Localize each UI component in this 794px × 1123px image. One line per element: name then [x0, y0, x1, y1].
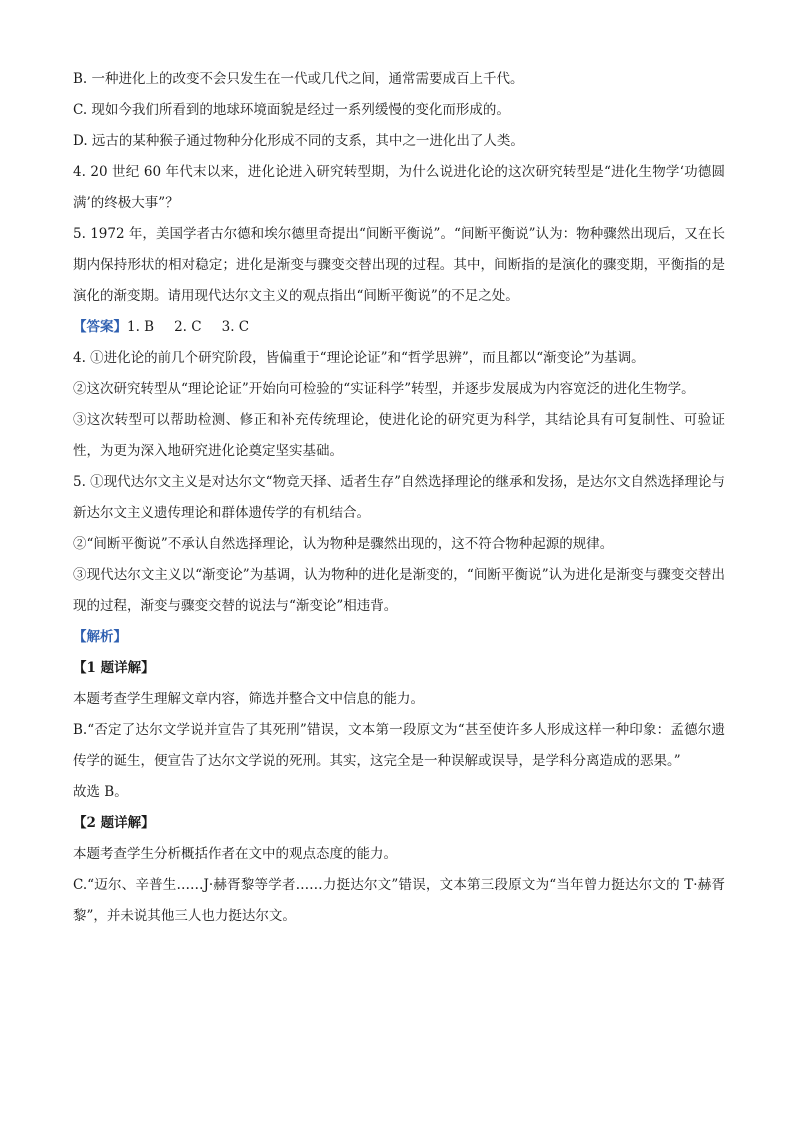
- answer-5-point-3: ③现代达尔文主义以“渐变论”为基调，认为物种的进化是渐变的，“间断平衡说”认为进化是渐变与骤变交替出现的过程，渐变与骤变交替的说法与“渐变论”相违背。: [73, 567, 725, 614]
- answer-4-point-3: ③这次转型可以帮助检测、修正和补充传统理论，使进化论的研究更为科学，其结论具有可复制性、可验证性，为更为深入地研究进化论奠定坚实基础。: [73, 412, 725, 459]
- answer-4-point-1: 4. ①进化论的前几个研究阶段，皆偏重于“理论论证”和“哲学思辨”，而且都以“渐变论”为基调。: [73, 350, 645, 366]
- detail-1-line-2: B.“否定了达尔文学说并宣告了其死刑”错误，文本第一段原文为“甚至使许多人形成这样一种印象：孟德尔遗传学的诞生，便宣告了达尔文学说的死刑。其实，这完全是一种误解或误导，是学科分离造成的恶果。”: [73, 722, 725, 769]
- analysis-heading: [73, 622, 725, 653]
- answer-5-point-2: ②“间断平衡说”不承认自然选择理论，认为物种是骤然出现的，这不符合物种起源的规律。: [73, 536, 614, 552]
- answer-3: 3. C: [221, 319, 250, 335]
- detail-2-heading: 【2 题详解】: [73, 815, 155, 831]
- option-d: D. 远古的某种猴子通过物种分化形成不同的支系，其中之一进化出了人类。: [73, 133, 524, 149]
- answer-line: [73, 312, 725, 343]
- analysis-label: 【解析】: [73, 629, 127, 645]
- detail-1-line-1: 本题考查学生理解文章内容，筛选并整合文中信息的能力。: [73, 691, 424, 707]
- answer-2: 2. C: [174, 319, 202, 335]
- answer-5-point-1: 5. ①现代达尔文主义是对达尔文“物竞天择、适者生存”自然选择理论的继承和发扬，是达尔文自然选择理论与新达尔文主义遗传理论和群体遗传学的有机结合。: [73, 474, 725, 521]
- detail-1-heading: 【1 题详解】: [73, 660, 155, 676]
- question-4: 4. 20 世纪 60 年代末以来，进化论进入研究转型期，为什么说进化论的这次研究转型是“进化生物学‘功德圆满’的终极大事”？: [73, 164, 725, 211]
- answer-label: 【答案】: [73, 319, 127, 335]
- document-page: [73, 64, 725, 932]
- answer-1: 1. B: [127, 319, 155, 335]
- detail-2-line-1: 本题考查学生分析概括作者在文中的观点态度的能力。: [73, 846, 397, 862]
- detail-2-line-2: C.“迈尔、辛普生……J·赫胥黎等学者……力挺达尔文”错误，文本第三段原文为“当年曾力挺达尔文的 T·赫胥黎”，并未说其他三人也力挺达尔文。: [73, 877, 725, 924]
- option-b: B. 一种进化上的改变不会只发生在一代或几代之间，通常需要成百上千代。: [73, 71, 524, 87]
- question-5: 5. 1972 年，美国学者古尔德和埃尔德里奇提出“间断平衡说”。“间断平衡说”认为：物种骤然出现后，又在长期内保持形状的相对稳定；进化是渐变与骤变交替出现的过程。其中，间断指的是演化的骤变期，平衡指的是演化的渐变期。请用现代达尔文主义的观点指出“间断平衡说”的不足之处。: [73, 226, 725, 304]
- detail-1-line-3: 故选 B。: [73, 784, 128, 800]
- option-c: C. 现如今我们所看到的地球环境面貌是经过一系列缓慢的变化而形成的。: [73, 102, 510, 118]
- answer-4-point-2: ②这次研究转型从“理论论证”开始向可检验的“实证科学”转型，并逐步发展成为内容宽泛的进化生物学。: [73, 381, 695, 397]
